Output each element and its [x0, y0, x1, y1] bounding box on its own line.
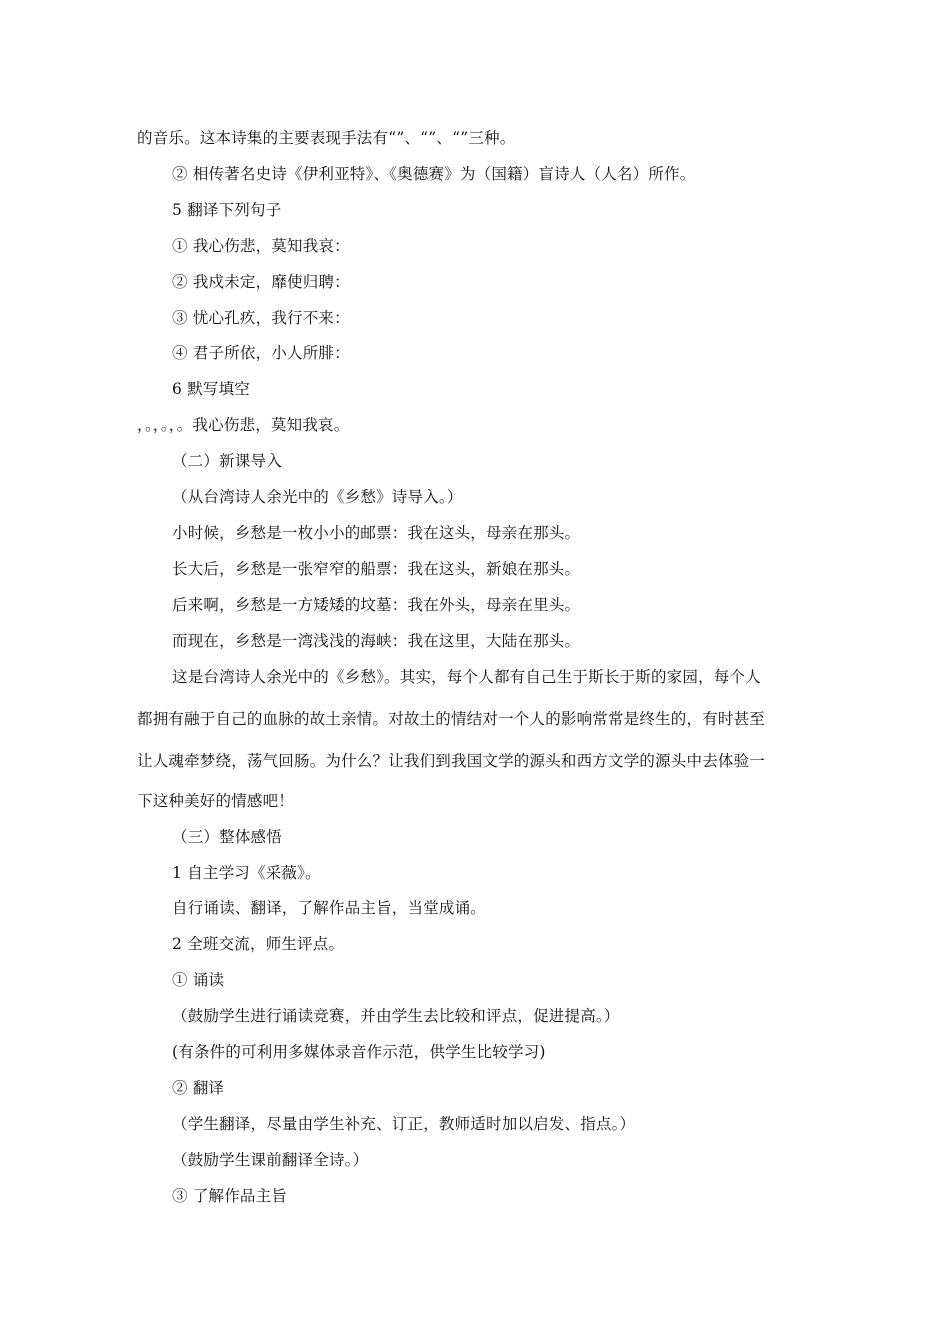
paragraph-line: 让人魂牵梦绕，荡气回肠。为什么？让我们到我国文学的源头和西方文学的源头中去体验一 — [137, 752, 766, 770]
paragraph-line: 都拥有融于自己的血脉的故土亲情。对故土的情结对一个人的影响常常是终生的，有时甚至 — [137, 710, 766, 728]
poem-line: 长大后，乡愁是一张窄窄的船票：我在这头，新娘在那头。 — [172, 560, 581, 578]
text-line: （鼓励学生课前翻译全诗。） — [172, 1151, 369, 1169]
text-line: （从台湾诗人余光中的《乡愁》诗导入。） — [172, 488, 463, 506]
poem-line: 小时候，乡愁是一枚小小的邮票：我在这头，母亲在那头。 — [172, 524, 581, 542]
paragraph-line: 这是台湾诗人余光中的《乡愁》。其实，每个人都有自己生于斯长于斯的家园，每个人 — [172, 668, 761, 686]
paragraph-line: 下这种美好的情感吧！ — [137, 792, 295, 810]
text-line: 的音乐。这本诗集的主要表现手法有“”、“”、“”三种。 — [137, 129, 516, 147]
poem-line: 而现在，乡愁是一湾浅浅的海峡：我在这里，大陆在那头。 — [172, 632, 581, 650]
section-heading: 6 默写填空 — [172, 380, 250, 398]
text-line: (有条件的可利用多媒体录音作示范，供学生比较学习) — [172, 1043, 546, 1061]
poem-line: 后来啊，乡愁是一方矮矮的坟墓：我在外头，母亲在里头。 — [172, 596, 581, 614]
text-line: ④ 君子所依，小人所腓： — [172, 344, 350, 362]
section-heading: （三）整体感悟 — [172, 828, 282, 846]
text-line: ① 诵读 — [172, 971, 225, 989]
text-line: ③ 忧心孔疚，我行不来： — [172, 309, 350, 327]
section-heading: （二）新课导入 — [172, 452, 282, 470]
text-line: ② 我戍未定，靡使归聘： — [172, 273, 350, 291]
text-line: （学生翻译，尽量由学生补充、订正，教师适时加以启发、指点。） — [172, 1115, 636, 1133]
text-line: 2 全班交流，师生评点。 — [172, 935, 345, 953]
text-line: 1 自主学习《采薇》。 — [172, 864, 321, 882]
text-line: ，。，。，。我心伤悲，莫知我哀。 — [137, 416, 350, 434]
text-line: （鼓励学生进行诵读竞赛，并由学生去比较和评点，促进提高。） — [172, 1007, 620, 1025]
text-line: ② 相传著名史诗《伊利亚特》、《奥德赛》为（国籍）盲诗人（人名）所作。 — [172, 165, 696, 183]
text-line: 自行诵读、翻译，了解作品主旨，当堂成诵。 — [172, 899, 487, 917]
text-line: ③ 了解作品主旨 — [172, 1187, 288, 1205]
section-heading: 5 翻译下列句子 — [172, 201, 282, 219]
text-line: ② 翻译 — [172, 1079, 225, 1097]
text-line: ① 我心伤悲，莫知我哀： — [172, 237, 350, 255]
